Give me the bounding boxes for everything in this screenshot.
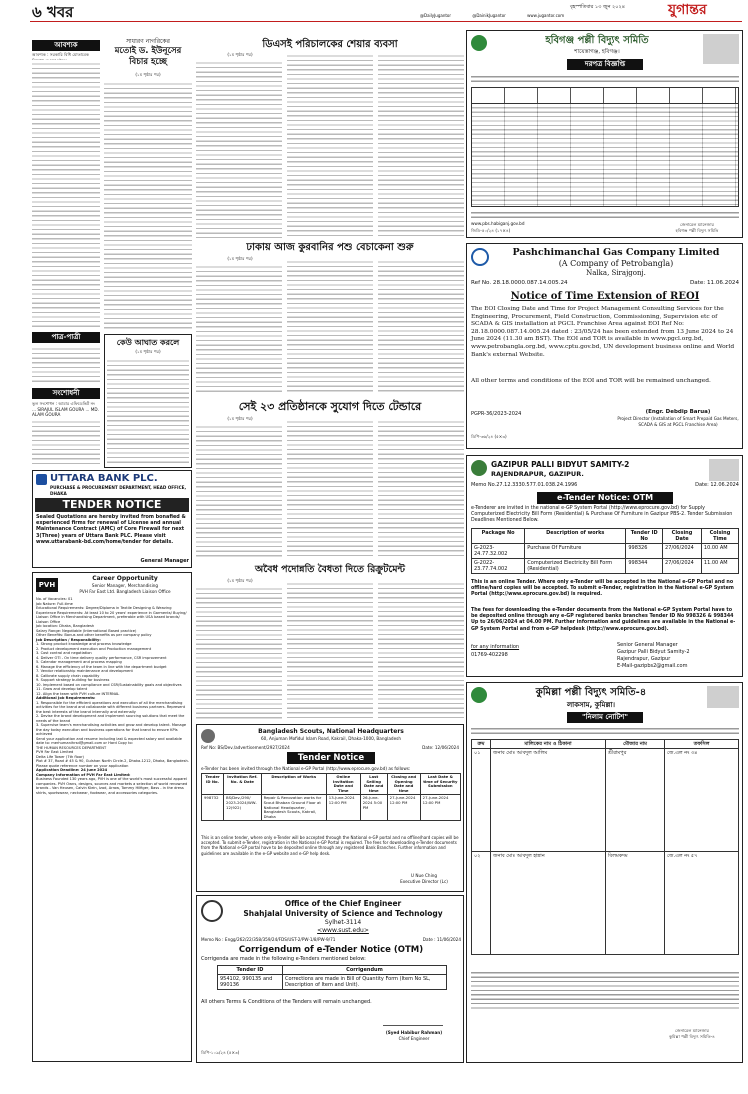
pvh-line: PVH Far East Limited: [36, 750, 74, 754]
gazipur-sign2: Gazipur Palli Bidyut Samity-2: [617, 649, 690, 655]
scouts-td: 26-June-2024 5:00 PM: [360, 795, 387, 821]
article-tender-23-body-3: [378, 418, 464, 558]
pvh-line: 3. Supervise team's merchandising activities and grow and develop talent. Manage the day today execution and business operations for that brand to ensure KPIs achieved: [36, 723, 187, 736]
gazipur-table: [471, 528, 739, 574]
facebook-handle: @DainikJugantor: [472, 13, 506, 18]
pvh-logo: PVH: [36, 578, 58, 592]
social-bar: [420, 12, 670, 20]
habiganj-table: [471, 87, 739, 207]
songshodhoni-text: [32, 418, 100, 465]
pvh-position: Senior Manager, Merchandising: [91, 583, 159, 588]
sust-th: Tender ID: [218, 966, 283, 975]
scouts-td: 27-June-2024 12:00 PM: [420, 795, 460, 821]
gazipur-logo-icon: [471, 460, 487, 476]
scouts-th: Online Invitation Date and Time: [326, 774, 360, 795]
pvh-line: No. of Vacancies: 01: [36, 597, 73, 601]
sust-memo: Memo No : Engg/262/22/358/359/24/FDS/UST-2/PW-1/8/PW-9/71: [201, 937, 336, 942]
sust-corrigendum-ad: [196, 895, 464, 1063]
gazipur-th: Description of works: [525, 529, 626, 544]
pgcl-sign-name: (Engr. Debdip Barua): [645, 409, 711, 415]
pvh-line: 3. Cost control and negotiation: [36, 651, 92, 655]
comilla-th: ক্রম: [472, 740, 491, 749]
comilla-td: বিলমকদম: [606, 852, 665, 955]
patro-patri-text: [32, 345, 100, 385]
gazipur-body2: The fees for downloading the e-Tender documents from the National e-GP System Portal have to be deposited online through any e-GP registered banks branches Tender ID No 998326 & 998344 Up to 26/06/2024 at 04.00 PM. Further information and guidelines are available in the National e-GP System Portal and from e-GP helpdesk (http://www.eprocure.gov.bd).: [471, 608, 736, 632]
scouts-td: 13-June-2024 12:00 PM: [326, 795, 360, 821]
sust-date: Date : 11/06/2024: [422, 937, 461, 942]
article-tender-23-body-1: [196, 423, 282, 558]
article-tender-23-headline: সেই ২৩ প্রতিষ্ঠানকে সুযোগ দিতে টেন্ডারে: [238, 400, 422, 413]
comilla-td: জনাব মোঃ আবদুল হান্নান: [491, 852, 606, 955]
table-row: [472, 544, 739, 559]
pvh-body: [36, 597, 189, 1059]
sust-signature: [383, 1012, 443, 1026]
pvh-line: 5. Calendar management and process mapping: [36, 660, 122, 664]
date-line: বৃহস্পতিবার ১৩ জুন ২০২৪: [570, 4, 626, 10]
scouts-org: Bangladesh Scouts, National Headquarters: [258, 728, 404, 735]
page-label: ৬ খবর: [32, 3, 74, 21]
habiganj-notes: [471, 209, 739, 221]
pgcl-body2: All other terms and conditions of the EOI and TOR will be remained unchanged.: [471, 378, 711, 384]
scouts-body: This is an online tender, where only e-Tender will be accepted through the National e-GP portal and no offline/hard copies will be accepted. To submit e-Tender, registration in the National e-GP Portal is required. The fees for downloading e-Tender documents from the National e-GP portal have to be deposited online through any registered Bank Branches. Further information and guidelines are available in the e-GP website and e-GP help desk.: [201, 835, 459, 856]
article-promotion-body-1: [196, 585, 282, 720]
article-hit-box: [104, 334, 192, 468]
article-dse-headline: ডিএসই পরিচালকের শেয়ার ব্যবসা: [262, 39, 398, 50]
article-yunus-body: [104, 80, 192, 330]
comilla-td: শ্রীরামপুর: [606, 749, 665, 852]
scouts-th: Closing and Opening Date and time: [387, 774, 420, 795]
pgcl-code: PGPR-36/2023-2024: [471, 411, 522, 417]
pvh-line: Company Information of PVH Far East Limited:: [36, 772, 131, 777]
scouts-sign2: Executive Director (Lc): [400, 879, 448, 884]
gazipur-date: Date: 12.06.2024: [695, 482, 739, 488]
table-row: [218, 975, 447, 990]
gazipur-td: 10.00 AM: [701, 544, 738, 559]
habiganj-place: শায়েস্তাগঞ্জ, হবিগঞ্জ।: [574, 49, 620, 55]
gazipur-th: Closing Date: [663, 529, 702, 544]
pvh-line: Send your application and resume including last & expected salary and available date to: merhumanihrsd@gmail.com or Hard Copy to:: [36, 736, 182, 745]
habiganj-table-header-rule: [472, 103, 738, 104]
uttara-name: UTTARA BANK PLC.: [50, 473, 158, 484]
scouts-th: Tender ID No.: [202, 774, 224, 795]
comilla-td: ০১: [472, 749, 491, 852]
article-hit-byline: (১ম পৃষ্ঠার পর): [135, 349, 161, 354]
pvh-title: Career Opportunity: [92, 575, 158, 582]
pgcl-name: Pashchimanchal Gas Company Limited: [512, 247, 720, 258]
scouts-th: Description of Works: [261, 774, 326, 795]
habiganj-website[interactable]: www.pbs.habiganj.gov.bd: [471, 221, 525, 226]
uttara-bank-ad: [32, 470, 192, 568]
gazipur-memo: Memo No.27.12.3330.577.01.038.24.1996: [471, 482, 578, 488]
gazipur-td: 27/06/2024: [663, 544, 702, 559]
pgcl-logo-icon: [471, 248, 489, 266]
sust-sign2: Chief Engineer: [398, 1036, 430, 1041]
article-dse-body-3: [378, 52, 464, 238]
comilla-th: মৌজার নাম: [606, 740, 665, 749]
pvh-company: PVH Far East Ltd. Bangladesh Liaison Office: [79, 589, 171, 594]
pvh-line: Job Description / Responsibility:: [36, 637, 101, 642]
article-cattle: [196, 240, 464, 395]
article-cattle-body-2: [287, 258, 373, 395]
scouts-table: [201, 773, 461, 821]
scouts-sign1: U Nue Ching: [410, 873, 438, 878]
gazipur-portrait: [709, 459, 739, 481]
scouts-td: Repair & Renovation works for Scout Bhaban Ground Floor at National Headquarter, Bangladesh Scouts, Kakrail, Dhaka: [261, 795, 326, 821]
habiganj-logo-icon: [471, 35, 487, 51]
pvh-line: Application Deadline: 24 June 2024: [36, 768, 108, 772]
uttara-sign: General Manager: [140, 558, 189, 564]
comilla-logo-icon: [471, 687, 487, 703]
pgcl-sub: (A Company of Petrobangla): [558, 259, 674, 268]
pvh-line: 6. Manage the efficiency of the team in line with the department budget: [36, 664, 167, 669]
table-row: [472, 852, 739, 955]
brand-logo: যুগান্তর: [668, 2, 707, 18]
article-yunus-byline: (১ম পৃষ্ঠার পর): [135, 72, 161, 77]
sust-body: All others Terms & Conditions of the Tenders will remain unchanged.: [201, 999, 372, 1005]
comilla-td: জে.এল নং ৩৪: [665, 749, 739, 852]
pvh-line: THE HUMAN RESOURCES DEPARTMENT: [36, 745, 107, 750]
scouts-intro: e-Tender has been invited through the National e-GP Portal (http://www.eprocure.gov.bd) as follows:: [201, 766, 411, 771]
gazipur-body: This is an online Tender. Where only e-Tender will be accepted in the National e-GP Portal and no offline/hard copies will be accepted. To submit e-Tender, registration in the National e-GP System Portal (http://www.eprocure.gov.bd) is required.: [471, 580, 734, 598]
gazipur-sign4: E-Mail-gazipbs2@gmail.com: [617, 663, 688, 669]
comilla-portrait: [707, 686, 739, 708]
songshodhoni-header: সংশোধনী: [32, 388, 100, 399]
article-yunus: [104, 38, 192, 468]
pvh-line: Job Nature: Full-time: [36, 601, 73, 606]
gazipur-info-label: for any information: [471, 644, 520, 650]
scouts-ref: Ref No: BS/Dev./advertisement/2927/2024: [201, 745, 290, 750]
habiganj-pbs-ad: [466, 30, 743, 238]
gazipur-th: Tender ID No: [626, 529, 663, 544]
scouts-addr: 60, Anjuman Mofidul Islam Road, Kakrail, Dhaka-1000, Bangladesh: [261, 736, 401, 741]
gazipur-td: 11.00 AM: [701, 559, 738, 574]
scouts-title: Tender Notice: [287, 752, 375, 764]
gazipur-td: 998326: [626, 544, 663, 559]
gazipur-td: 27/06/2024: [663, 559, 702, 574]
sust-td: Corrections are made in Bill of Quantity Form (Item No SL, Description of Item and Unit).: [283, 975, 447, 990]
pvh-line: 9. Support strategy building for business: [36, 678, 110, 682]
scouts-logo-icon: [201, 729, 215, 743]
pgcl-ref: Ref No. 28.18.0000.087.14.005.24: [471, 280, 568, 286]
article-tender-23: [196, 398, 464, 558]
abosshok-header: আবশ্যক: [32, 40, 100, 51]
article-dse-body-2: [287, 52, 373, 238]
pvh-line: 12. Align the team with PVH culture INTERNAL: [36, 691, 120, 696]
article-dse: [196, 38, 464, 238]
page-header: [0, 0, 748, 22]
patro-patri-header: পাত্র-পাত্রী: [32, 332, 100, 343]
pvh-line: Experience Requirements: At least 10 to 20 years' experience in Garments/ Buying/ Liaison Office in Merchandising Department, preferable with USA based brands/ Liaison Office: [36, 610, 187, 624]
article-promotion-headline: অবৈধ পদোন্নতি বৈধতা দিতে রিক্রুটমেন্ট: [255, 564, 405, 575]
article-yunus-headline: মতোই ড. ইউনূসের বিচার হচ্ছে: [114, 46, 182, 67]
gazipur-sign1: Senior General Manager: [617, 642, 678, 648]
header-rule: [30, 21, 742, 22]
pvh-line: 11. Grow and develop talent: [36, 687, 88, 691]
scouts-th: Last Date & time of Security Submission: [420, 774, 460, 795]
uttara-dept: PURCHASE & PROCUREMENT DEPARTMENT, HEAD OFFICE, DHAKA: [50, 485, 187, 496]
comilla-org: কুমিল্লা পল্লী বিদ্যুৎ সমিতি-৪: [535, 687, 647, 698]
comilla-intro: [471, 725, 739, 737]
sust-table: [217, 965, 447, 990]
sust-code: ডিপি-১০৯/২৪ (৫×৩): [201, 1050, 240, 1055]
comilla-table: [471, 739, 739, 955]
gazipur-title: e-Tender Notice: OTM: [537, 492, 673, 504]
article-promotion: [196, 562, 464, 720]
pvh-line: 10. Implement based on compliance and CSR/Sustainability goals and objectives: [36, 682, 182, 687]
sust-logo-icon: [201, 900, 223, 922]
gazipur-th: Colsing Time: [701, 529, 738, 544]
pvh-line: 4. Deliver OTI - On time delivery quality performance, CSR improvement: [36, 655, 167, 660]
sust-org2: Shahjalal University of Science and Technology: [243, 909, 443, 918]
pvh-ad: [32, 572, 192, 1062]
table-row: [472, 749, 739, 852]
habiganj-intro: [471, 73, 739, 85]
pgcl-place: Nalka, Sirajgonj.: [586, 269, 646, 277]
sust-intro: Corrigenda are made in the following e-Tenders mentioned below:: [201, 956, 366, 962]
sust-sign1: (Syed Habibur Rahman): [385, 1030, 443, 1035]
habiganj-code: জিডি-৫০/২৪ (১৭×৪): [471, 228, 511, 233]
scouts-th: Last Selling Date and time: [360, 774, 387, 795]
gazipur-td: Computerized Electricity Bill Form (Residential): [525, 559, 626, 574]
comilla-td: জনাব মোঃ আবদুল আলিম: [491, 749, 606, 852]
comilla-pbs-ad: [466, 682, 743, 1063]
scouts-date: Date: 12/06/2024: [422, 745, 459, 750]
habiganj-title: দরপত্র বিজ্ঞপ্তি: [567, 59, 643, 70]
comilla-th: মালিকের নাম ও ঠিকানা: [491, 740, 606, 749]
article-cattle-headline: ঢাকায় আজ কুরবানির পশু বেচাকেনা শুরু: [246, 242, 414, 253]
gazipur-td: 998344: [626, 559, 663, 574]
pvh-line: Additional Job Requirements:: [36, 696, 96, 700]
article-tender-23-byline: (১ম পৃষ্ঠার পর): [227, 416, 253, 421]
uttara-logo-icon: [36, 474, 47, 485]
comilla-footer2: কুমিল্লা পল্লী বিদ্যুৎ সমিতি-৪: [669, 1034, 715, 1039]
pgcl-ad: [466, 243, 743, 449]
gazipur-td: Purchase Of Furniture: [525, 544, 626, 559]
sust-title: Corrigendum of e-Tender Notice (OTM): [238, 945, 424, 955]
table-row: [202, 795, 461, 821]
sust-td: 954102, 990135 and 990136: [218, 975, 283, 990]
uttara-title: TENDER NOTICE: [35, 498, 189, 512]
scouts-td: BS/Dev./290/ 2023-2024/WW-12(922): [224, 795, 262, 821]
pvh-line: Job location: Dhaka, Bangladesh: [36, 624, 95, 628]
pvh-line: 7. Vendor relationship maintenance and development: [36, 669, 133, 673]
pvh-line: Please quote reference number on your application: [36, 763, 129, 768]
classified-column: [32, 40, 100, 465]
comilla-place: লাকসাম, কুমিল্লা।: [566, 701, 616, 709]
habiganj-portrait: [703, 34, 739, 64]
article-hit-headline: কেউ আঘাত করলে: [116, 338, 180, 347]
comilla-title: "নিলাম নোটিশ": [567, 712, 643, 723]
comilla-th: তফসিল: [665, 740, 739, 749]
habiganj-footer2: হবিগঞ্জ পল্লী বিদ্যুৎ সমিতি: [675, 228, 719, 233]
gazipur-td: G-2023-24.77.32.002: [472, 544, 525, 559]
pgcl-dip: ডিপি-৩৬/২৪ (৫×৩): [471, 434, 507, 439]
gazipur-intro: e-Tenderer are invited in the national e-GP System Portal (http://www.eprocure.gov.bd) for Supply Computerized Electricity Bill Form (Residential) & Purchase Of Furniture in Gazipur PBS-2. Tender Submission Deadlines Mentioned Below.: [471, 506, 733, 524]
pvh-line: Delta Life Tower (7th floor): [36, 754, 84, 759]
gazipur-td: G-2022-23.77.74.002: [472, 559, 525, 574]
gazipur-pbs-ad: [466, 455, 743, 677]
habiganj-footer: জেনারেল ম্যানেজার: [680, 222, 714, 227]
pgcl-date: Date: 11.06.2024: [689, 280, 739, 286]
comilla-footer: জেনারেল ম্যানেজার: [675, 1028, 709, 1033]
website-link[interactable]: www.jugantor.com: [527, 13, 565, 18]
scouts-th: Invitation Ref. No. & Date: [224, 774, 262, 795]
pvh-line: Plot # 37, Road # 45 & 90, Gulshan North Circle-2, Dhaka-1212, Dhaka, Bangladesh.: [36, 759, 189, 763]
scouts-tender-ad: [196, 724, 464, 892]
gazipur-sign3: Rajendrapur, Gazipur: [617, 656, 671, 662]
gazipur-place: RAJENDRAPUR, GAZIPUR.: [491, 470, 584, 478]
table-row: [472, 559, 739, 574]
habiganj-table-body: [472, 104, 738, 206]
article-dse-byline: (১ম পৃষ্ঠার পর): [227, 52, 253, 57]
sust-th: Corrigendum: [283, 966, 447, 975]
abosshok-text: [32, 60, 100, 330]
pvh-line: Salary Range: Negotiable (International Based practice): [36, 628, 137, 633]
pvh-line: Other Benefits: Bonus and other benefits as per company policy: [36, 633, 152, 637]
gazipur-th: Package No: [472, 529, 525, 544]
gazipur-phone: 01769-402298: [471, 652, 508, 658]
pvh-line: Educational Requirements: Degree/Diploma in Textile Designing & Weaving: [36, 606, 172, 610]
pvh-line: 2. Devise the brand development and implement sourcing solutions that meet the needs of the brand: [36, 714, 185, 723]
pgcl-title: Notice of Time Extension of REOI: [510, 291, 700, 302]
comilla-td: ০২: [472, 852, 491, 955]
pgcl-body: The EOI Closing Date and Time for Project Management Consulting Services for the Engineering, Procurement, Field Construction, Commissioning, Supervision etc of SCADA & GIS installation at PGCL Franchise Area against EOI Ref No: 28.18.0000.087.14.005.24 dated : 23/05/24 has been extended from 13 June 2024 to 24 June 2024 (11.30 am BST). The EOI and TOR is available in www.pgcl.org.bd, www.petrobangla.org.bd, www.cptu.gov.bd, UN development business online and World Bank's external Website.: [471, 306, 735, 358]
sust-place: Sylhet-3114: [324, 919, 362, 926]
twitter-handle: @DailyJugantor: [420, 13, 452, 18]
uttara-body: Sealed Quotations are hereby invited from bonafied & experienced firms for renewal of License and annual Maintenance Contract (AMC) of Core Firewall for next 3(Three) years of Uttara Bank PLC. Please visit www.uttarabank-bd.com/home/tender for details.: [36, 514, 186, 545]
article-cattle-byline: (১ম পৃষ্ঠার পর): [227, 256, 253, 261]
pgcl-sign-role: Project Director (Installation of Smart Prepaid Gas Meters, SCADA & GIS at PGCL Franchise Area): [617, 416, 739, 427]
article-hit-body: [107, 357, 189, 465]
article-cattle-body-1: [196, 263, 282, 395]
pvh-line: 8. Calibrate supply chain capability: [36, 673, 100, 678]
comilla-notes: [471, 969, 739, 1009]
comilla-td: জে.এল নং ৫৭: [665, 852, 739, 955]
scouts-td: 998732: [202, 795, 224, 821]
article-promotion-byline: (১ম পৃষ্ঠার পর): [227, 578, 253, 583]
habiganj-org: হবিগঞ্জ পল্লী বিদ্যুৎ সমিতি: [545, 35, 649, 46]
article-cattle-body-3: [378, 258, 464, 395]
scouts-td: 27-June-2024 12:00 PM: [387, 795, 420, 821]
gazipur-org: GAZIPUR PALLI BIDYUT SAMITY-2: [491, 460, 630, 469]
sust-org1: Office of the Chief Engineer: [284, 899, 402, 908]
article-tender-23-body-2: [287, 418, 373, 558]
article-yunus-kicker: সাধারণ নাগরিকের: [126, 38, 170, 45]
article-dse-body-1: [196, 59, 282, 238]
article-promotion-body-3: [378, 580, 464, 720]
article-promotion-body-2: [287, 580, 373, 720]
pvh-line: 2. Product development execution and Production management: [36, 646, 152, 651]
pvh-line: 1. Strong product knowledge and process knowledge: [36, 642, 132, 646]
pvh-line: 1. Responsible for the efficient operations and execution of all the merchandising activities for the brand and collaborate with different business partners. Represent the best interests of the brand internally and externally: [36, 700, 186, 714]
songshodhoni-snippet: ভুল সংশোধন : আমার এফিডেভিট নং ... SIRAJUL ISLAM GOURA ... MD. ALAM GOURA: [32, 401, 99, 418]
abosshok-snippet: আবশ্যক : সরকারি বিধি মোতাবেক: [32, 52, 89, 57]
pvh-line: Business Founded 130 years ago, PVH is one of the world's most successful apparel companies. PVH Owns, designs, sources and markets a selection of world renowned brands - Van Heusen, Calvin Klein, Izod, Arrow, Tommy Hilfiger, Bass - in the dress shirts, sportswear, neckwear, footwear, and accessories categories.: [36, 777, 188, 795]
sust-web[interactable]: <www.sust.edu>: [317, 927, 369, 934]
